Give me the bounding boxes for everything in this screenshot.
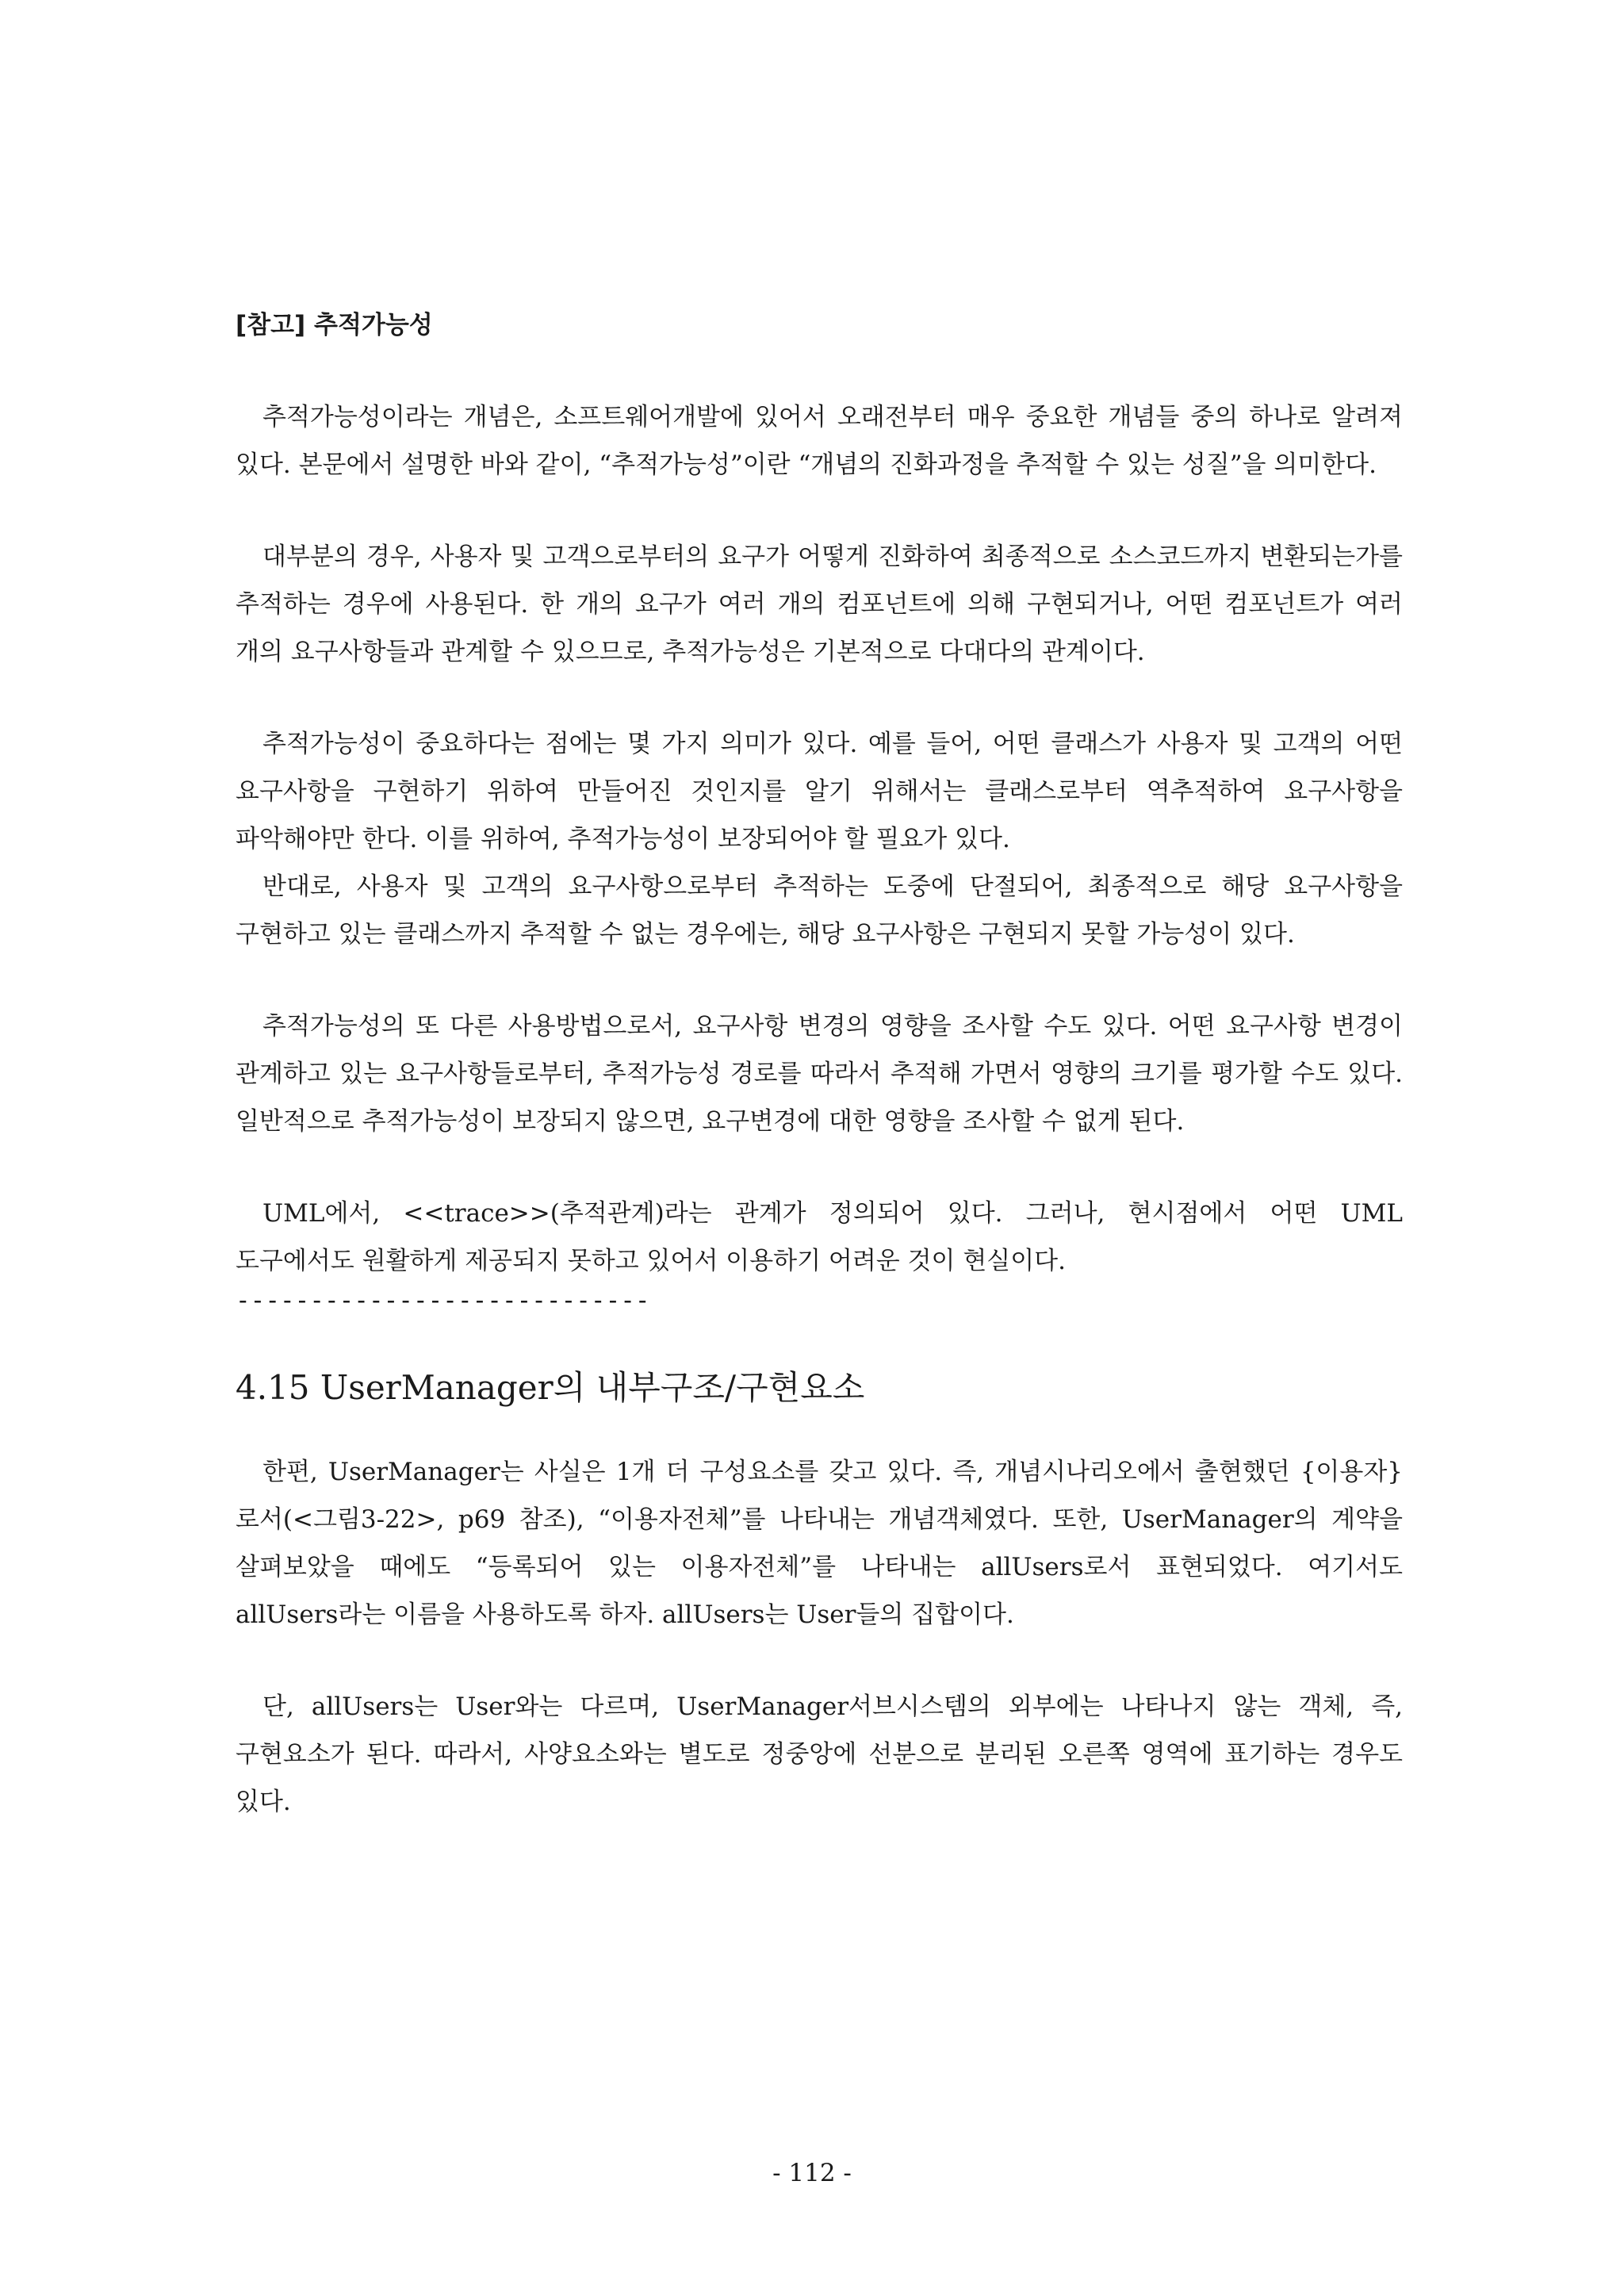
- document-page: [236, 301, 1403, 1826]
- note-paragraph-2: 대부분의 경우, 사용자 및 고객으로부터의 요구가 어떻게 진화하여 최종적으로 소스코드까지 변환되는가를 추적하는 경우에 사용된다. 한 개의 요구가 여러 개의 컴포넌트에 의해 구현되거나, 어떤 컴포넌트가 여러 개의 요구사항들과 관계할 수 있으므로, 추적가능성은 기본적으로 다대다의 관계이다.: [236, 542, 1403, 666]
- note-separator: ----------------------------: [236, 1286, 650, 1315]
- paragraph-gap: [236, 1145, 1403, 1190]
- paragraph-gap: [236, 1639, 1403, 1683]
- note-paragraph-6: UML에서, <<trace>>(추적관계)라는 관계가 정의되어 있다. 그러나, 현시점에서 어떤 UML 도구에서도 원활하게 제공되지 못하고 있어서 이용하기 어려운 것이 현실이다.: [236, 1199, 1403, 1275]
- page-number: - 112 -: [772, 2159, 852, 2187]
- section-paragraph-2: 단, allUsers는 User와는 다르며, UserManager서브시스템의 외부에는 나타나지 않는 객체, 즉, 구현요소가 된다. 따라서, 사양요소와는 별도로 정중앙에 선분으로 분리된 오른쪽 영역에 표기하는 경우도 있다.: [236, 1692, 1403, 1816]
- paragraph-gap: [236, 676, 1403, 720]
- paragraph-gap: [236, 958, 1403, 1002]
- section-paragraph-1: 한편, UserManager는 사실은 1개 더 구성요소를 갖고 있다. 즉, 개념시나리오에서 출현했던 {이용자}로서(<그림3-22>, p69 참조), “이용자전체”를 나타내는 개념객체였다. 또한, UserManager의 계약을 살펴보았을 때에도 “등록되어 있는 이용자전체”를 나타내는 allUsers로서 표현되었다. 여기서도 allUsers라는 이름을 사용하도록 하자. allUsers는 User들의 집합이다.: [236, 1458, 1403, 1629]
- section-heading: 4.15 UserManager의 내부구조/구현요소: [236, 1368, 865, 1407]
- note-paragraph-4: 반대로, 사용자 및 고객의 요구사항으로부터 추적하는 도중에 단절되어, 최종적으로 해당 요구사항을 구현하고 있는 클래스까지 추적할 수 없는 경우에는, 해당 요구사항은 구현되지 못할 가능성이 있다.: [236, 872, 1403, 949]
- paragraph-gap: [236, 489, 1403, 533]
- note-paragraph-3: 추적가능성이 중요하다는 점에는 몇 가지 의미가 있다. 예를 들어, 어떤 클래스가 사용자 및 고객의 어떤 요구사항을 구현하기 위하여 만들어진 것인지를 알기 위해서는 클래스로부터 역추적하여 요구사항을 파악해야만 한다. 이를 위하여, 추적가능성이 보장되어야 할 필요가 있다.: [236, 730, 1403, 853]
- note-title: [참고] 추적가능성: [236, 311, 433, 339]
- note-paragraph-5: 추적가능성의 또 다른 사용방법으로서, 요구사항 변경의 영향을 조사할 수도 있다. 어떤 요구사항 변경이 관계하고 있는 요구사항들로부터, 추적가능성 경로를 따라서 추적해 가면서 영향의 크기를 평가할 수도 있다. 일반적으로 추적가능성이 보장되지 않으면, 요구변경에 대한 영향을 조사할 수 없게 된다.: [236, 1012, 1403, 1136]
- note-paragraph-1: 추적가능성이라는 개념은, 소프트웨어개발에 있어서 오래전부터 매우 중요한 개념들 중의 하나로 알려져 있다. 본문에서 설명한 바와 같이, “추적가능성”이란 “개념의 진화과정을 추적할 수 있는 성질”을 의미한다.: [236, 403, 1403, 479]
